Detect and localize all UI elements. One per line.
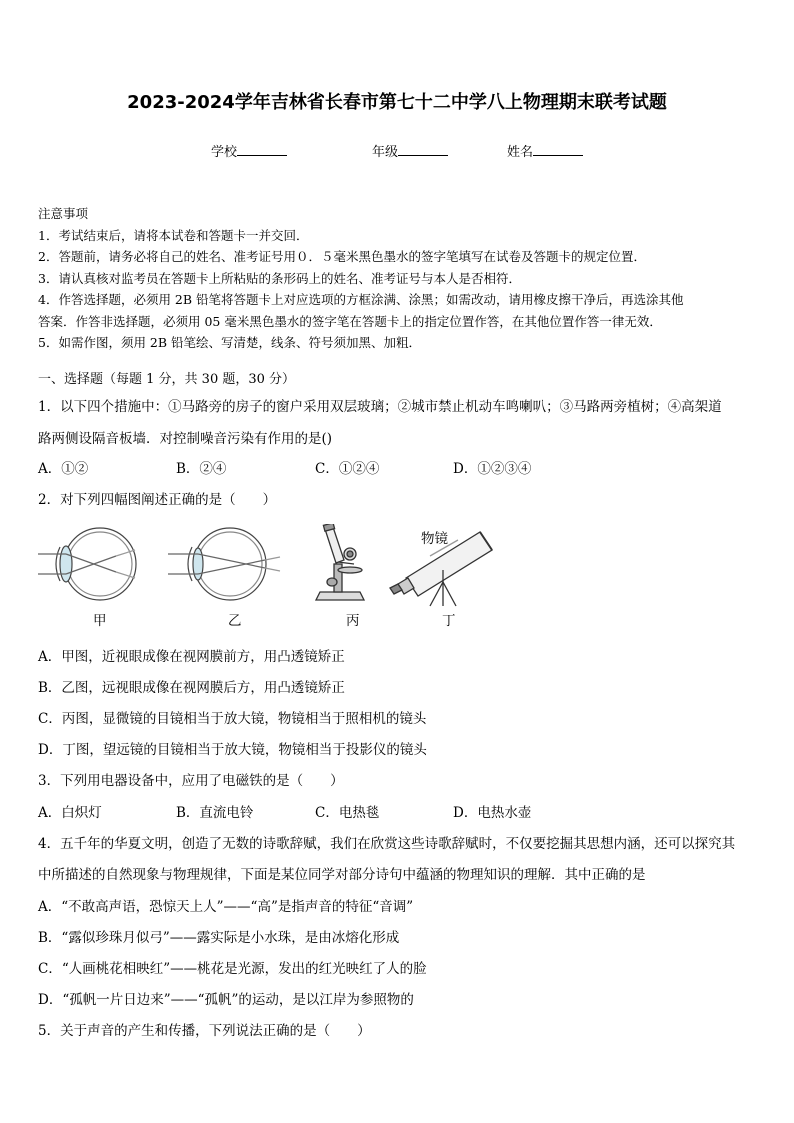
figure-label-bing: 丙 [346,613,360,629]
name-blank[interactable] [533,143,583,156]
q4-option-d: D．“孤帆一片日边来”——“孤帆”的运动，是以江岸为参照物的 [38,992,414,1008]
q2-option-b: B．乙图，远视眼成像在视网膜后方，用凸透镜矫正 [38,680,345,696]
q1-line2: 路两侧设隔音板墙．对控制噪音污染有作用的是() [38,431,333,447]
section-heading: 一、选择题（每题 1 分，共 30 题，30 分） [38,372,296,387]
q3-option-c: C．电热毯 [315,805,380,821]
q4-option-b: B．“露似珍珠月似弓”——露实际是小水珠，是由冰熔化形成 [38,930,400,946]
q1-option-c: C．①②④ [315,461,380,477]
q3-option-b: B．直流电铃 [176,805,254,821]
notes-heading: 注意事项 [38,206,89,221]
q1-line1: 1．以下四个措施中：①马路旁的房子的窗户采用双层玻璃；②城市禁止机动车鸣喇叭；③马路两旁植树；④高架道 [38,399,722,415]
grade-blank[interactable] [398,143,448,156]
q2-option-a: A．甲图，近视眼成像在视网膜前方，用凸透镜矫正 [38,649,345,665]
figure-label-jia: 甲 [93,613,107,629]
name-field [507,141,583,160]
q1-option-a: A．①② [38,461,89,477]
figure-label-ding: 丁 [442,613,456,629]
q4-line2: 中所描述的自然现象与物理规律，下面是某位同学对部分诗句中蕴涵的物理知识的理解．其中正确的是 [38,867,646,883]
school-field [211,141,287,160]
q2-option-d: D．丁图，望远镜的目镜相当于放大镜，物镜相当于投影仪的镜头 [38,742,427,758]
note-item: 答案．作答非选择题，必须用 05 毫米黑色墨水的签字笔在答题卡上的指定位置作答，在其他位置作答一律无效． [38,313,662,329]
q4-option-a: A．“不敢高声语，恐惊天上人”——“高”是指声音的特征“音调” [38,899,414,915]
page-title: 2023-2024学年吉林省长春市第七十二中学八上物理期末联考试题 [127,92,667,113]
note-item: 5．如需作图，须用 2B 铅笔绘、写清楚，线条、符号须加黑、加粗． [38,335,422,350]
q1-option-d: D．①②③④ [453,461,532,477]
note-item: 3．请认真核对监考员在答题卡上所粘贴的条形码上的姓名、准考证号与本人是否相符． [38,270,521,286]
note-item: 1．考试结束后，请将本试卷和答题卡一并交回． [38,227,309,243]
q2-stem: 2．对下列四幅图阐述正确的是（ ） [38,492,277,508]
grade-field [372,141,448,160]
q4-option-c: C．“人画桃花相映红”——桃花是光源，发出的红光映红了人的脸 [38,961,427,977]
objective-lens-label: 物镜 [421,531,448,547]
q3-option-d: D．电热水壶 [453,805,532,821]
name-label: 姓名 [507,145,534,160]
hyperopia-eye-figure [168,522,283,607]
q5-stem: 5．关于声音的产生和传播，下列说法正确的是（ ） [38,1023,371,1039]
school-label: 学校 [211,145,238,160]
microscope-figure [310,524,370,606]
q4-line1: 4．五千年的华夏文明，创造了无数的诗歌辞赋，我们在欣赏这些诗歌辞赋时，不仅要挖掘其思想内涵，还可以探究其 [38,836,736,852]
figure-label-yi: 乙 [228,613,242,629]
notes-block [38,203,684,354]
note-item: 4．作答选择题，必须用 2B 铅笔将答题卡上对应选项的方框涂满、涂黑；如需改动，请用橡皮擦干净后，再选涂其他 [38,292,684,307]
school-blank[interactable] [237,143,287,156]
grade-label: 年级 [372,145,399,160]
note-item: 2．答题前，请务必将自己的姓名、准考证号用０．５毫米黑色墨水的签字笔填写在试卷及答题卡的规定位置． [38,249,646,264]
q3-stem: 3．下列用电器设备中，应用了电磁铁的是（ ） [38,773,344,789]
q3-option-a: A．白炽灯 [38,805,102,821]
q2-option-c: C．丙图，显微镜的目镜相当于放大镜，物镜相当于照相机的镜头 [38,711,427,727]
myopia-eye-figure [38,522,148,607]
q1-option-b: B．②④ [176,461,227,477]
